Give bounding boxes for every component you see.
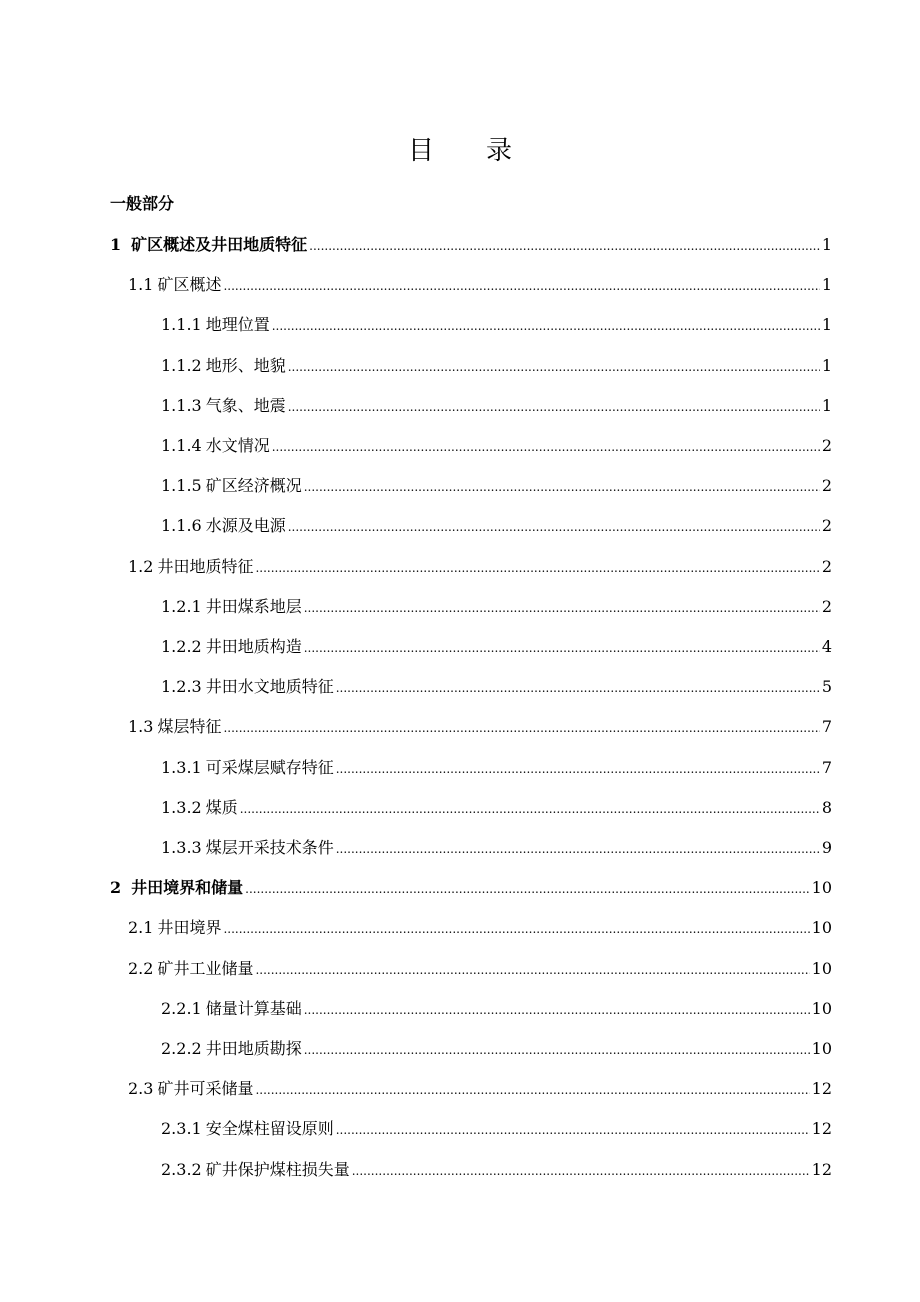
toc-entry[interactable] <box>161 836 832 860</box>
toc-entry-page-number: 1 <box>821 275 832 295</box>
toc-entry-number: 1.1.4 <box>161 436 202 455</box>
toc-entry-number: 1.3.2 <box>161 797 202 817</box>
toc-entry[interactable] <box>161 675 832 699</box>
toc-entry-label: 矿区经济概况 <box>205 476 302 496</box>
section-heading: 一般部分 <box>110 194 175 213</box>
toc-dot-leader <box>223 916 809 941</box>
toc-entry-label: 煤层开采技术条件 <box>205 838 334 857</box>
toc-entry[interactable] <box>161 796 832 820</box>
toc-entry-page-number: 1 <box>821 235 832 254</box>
toc-entry-page-number: 2 <box>821 556 832 576</box>
toc-entry-label: 井田水文地质特征 <box>205 677 334 697</box>
toc-entry-page-number: 1 <box>821 395 832 415</box>
toc-entry[interactable] <box>128 555 832 579</box>
toc-entry-page-number: 9 <box>821 838 832 857</box>
toc-dot-leader <box>288 514 820 539</box>
toc-entry-page-number: 1 <box>821 315 832 335</box>
toc-dot-leader <box>336 756 820 781</box>
toc-entry-label: 井田地质勘探 <box>205 1039 302 1058</box>
toc-entry[interactable] <box>128 273 832 297</box>
toc-entry-number: 1.1.6 <box>161 516 202 536</box>
toc-entry-number: 1.1.5 <box>161 476 202 496</box>
toc-entry-page-number: 10 <box>811 878 832 898</box>
toc-dot-leader <box>336 836 820 861</box>
toc-entry-page-number: 12 <box>811 1079 832 1099</box>
toc-entry[interactable] <box>161 474 832 498</box>
toc-entry-page-number: 1 <box>821 355 832 375</box>
toc-entry-number: 2.2 <box>128 958 154 978</box>
toc-entry-page-number: 10 <box>811 918 832 938</box>
toc-entry-number: 2.3.2 <box>161 1159 202 1179</box>
toc-entry-page-number: 2 <box>821 516 832 536</box>
toc-dot-leader <box>240 796 820 821</box>
toc-dot-leader <box>309 233 820 258</box>
toc-entry[interactable] <box>161 1158 832 1182</box>
toc-entry[interactable] <box>161 434 832 458</box>
toc-entry-page-number: 2 <box>821 476 832 496</box>
toc-entry-page-number: 7 <box>821 717 832 737</box>
toc-entry-number: 1.1.3 <box>161 395 202 415</box>
toc-entry-number: 2 <box>110 878 122 898</box>
toc-entry[interactable] <box>161 1117 832 1141</box>
toc-entry-number: 2.2.1 <box>161 998 202 1018</box>
toc-entry-label: 矿区概述 <box>157 275 222 295</box>
toc-entry-page-number: 4 <box>821 637 832 656</box>
toc-entry-label: 可采煤层赋存特征 <box>205 757 334 777</box>
toc-entry-label: 矿井可采储量 <box>157 1079 254 1099</box>
toc-entry[interactable] <box>128 957 832 981</box>
toc-entry-page-number: 10 <box>811 1039 832 1058</box>
toc-entry[interactable] <box>161 354 832 378</box>
toc-entry[interactable] <box>110 876 832 900</box>
toc-entry-page-number: 10 <box>811 958 832 978</box>
toc-entry[interactable] <box>161 756 832 780</box>
toc-entry-label: 储量计算基础 <box>205 998 302 1018</box>
toc-dot-leader <box>304 997 810 1022</box>
toc-entry-number: 1.2.2 <box>161 637 202 656</box>
toc-entry[interactable] <box>161 1037 832 1061</box>
toc-dot-leader <box>304 474 820 499</box>
toc-dot-leader <box>255 957 809 982</box>
toc-dot-leader <box>288 354 820 379</box>
toc-title: 目 录 <box>407 136 512 166</box>
toc-entry-number: 2.1 <box>128 918 154 938</box>
toc-entry-page-number: 12 <box>811 1119 832 1139</box>
toc-entry-number: 1.3 <box>128 717 154 737</box>
toc-dot-leader <box>288 394 820 419</box>
toc-entry[interactable] <box>161 313 832 337</box>
toc-entry[interactable] <box>110 233 832 257</box>
toc-entry-page-number: 5 <box>821 677 832 697</box>
toc-entry[interactable] <box>161 514 832 538</box>
toc-entry-label: 安全煤柱留设原则 <box>205 1119 334 1139</box>
toc-entry[interactable] <box>128 1077 832 1101</box>
toc-entry-label: 井田地质构造 <box>205 637 302 656</box>
toc-entry-label: 矿井保护煤柱损失量 <box>205 1159 350 1179</box>
toc-entry-page-number: 8 <box>821 797 832 817</box>
toc-entry-number: 2.3 <box>128 1079 154 1099</box>
toc-dot-leader <box>272 313 820 338</box>
toc-entry-label: 矿区概述及井田地质特征 <box>131 235 308 254</box>
toc-entry-label: 井田境界和储量 <box>131 878 244 898</box>
toc-entry-page-number: 12 <box>811 1159 832 1179</box>
toc-entry-number: 1.1.2 <box>161 355 202 375</box>
toc-entry-label: 井田煤系地层 <box>205 596 302 616</box>
toc-entry-label: 水文情况 <box>205 436 270 455</box>
toc-entry-number: 1.1.1 <box>161 315 202 335</box>
toc-entry-number: 2.3.1 <box>161 1119 202 1139</box>
toc-dot-leader <box>223 273 819 298</box>
toc-entry-label: 气象、地震 <box>205 395 286 415</box>
toc-entry-page-number: 10 <box>811 998 832 1018</box>
toc-entry-number: 1.2.3 <box>161 677 202 697</box>
toc-entry[interactable] <box>161 394 832 418</box>
toc-dot-leader <box>255 555 819 580</box>
toc-entry-number: 1.1 <box>128 275 154 295</box>
toc-entry-label: 水源及电源 <box>205 516 286 536</box>
toc-dot-leader <box>255 1077 809 1102</box>
toc-entry-label: 地形、地貌 <box>205 355 286 375</box>
toc-entry-number: 1.2 <box>128 556 154 576</box>
toc-entry-label: 井田境界 <box>157 918 222 938</box>
toc-dot-leader <box>304 1037 810 1062</box>
toc-entry-number: 1.2.1 <box>161 596 202 616</box>
toc-dot-leader <box>223 715 819 740</box>
toc-entry-label: 地理位置 <box>205 315 270 335</box>
toc-entry-page-number: 7 <box>821 757 832 777</box>
toc-dot-leader <box>336 675 820 700</box>
toc-dot-leader <box>336 1117 810 1142</box>
toc-entry[interactable] <box>161 635 832 659</box>
toc-entry-page-number: 2 <box>821 596 832 616</box>
toc-entry-page-number: 2 <box>821 436 832 455</box>
toc-entry-number: 1.3.1 <box>161 757 202 777</box>
toc-entry-number: 2.2.2 <box>161 1039 202 1058</box>
toc-dot-leader <box>272 434 820 459</box>
toc-entry-label: 矿井工业储量 <box>157 958 254 978</box>
toc-entry[interactable] <box>161 595 832 619</box>
toc-dot-leader <box>352 1158 810 1183</box>
toc-entry-label: 煤层特征 <box>157 717 222 737</box>
toc-entry[interactable] <box>128 916 832 940</box>
toc-entry[interactable] <box>161 997 832 1021</box>
toc-entry[interactable] <box>128 715 832 739</box>
toc-dot-leader <box>304 635 820 660</box>
toc-entry-number: 1.3.3 <box>161 838 202 857</box>
toc-entry-label: 煤质 <box>205 797 238 817</box>
toc-entry-number: 1 <box>110 235 122 254</box>
toc-dot-leader <box>304 595 820 620</box>
toc-dot-leader <box>245 876 809 901</box>
toc-entry-label: 井田地质特征 <box>157 556 254 576</box>
